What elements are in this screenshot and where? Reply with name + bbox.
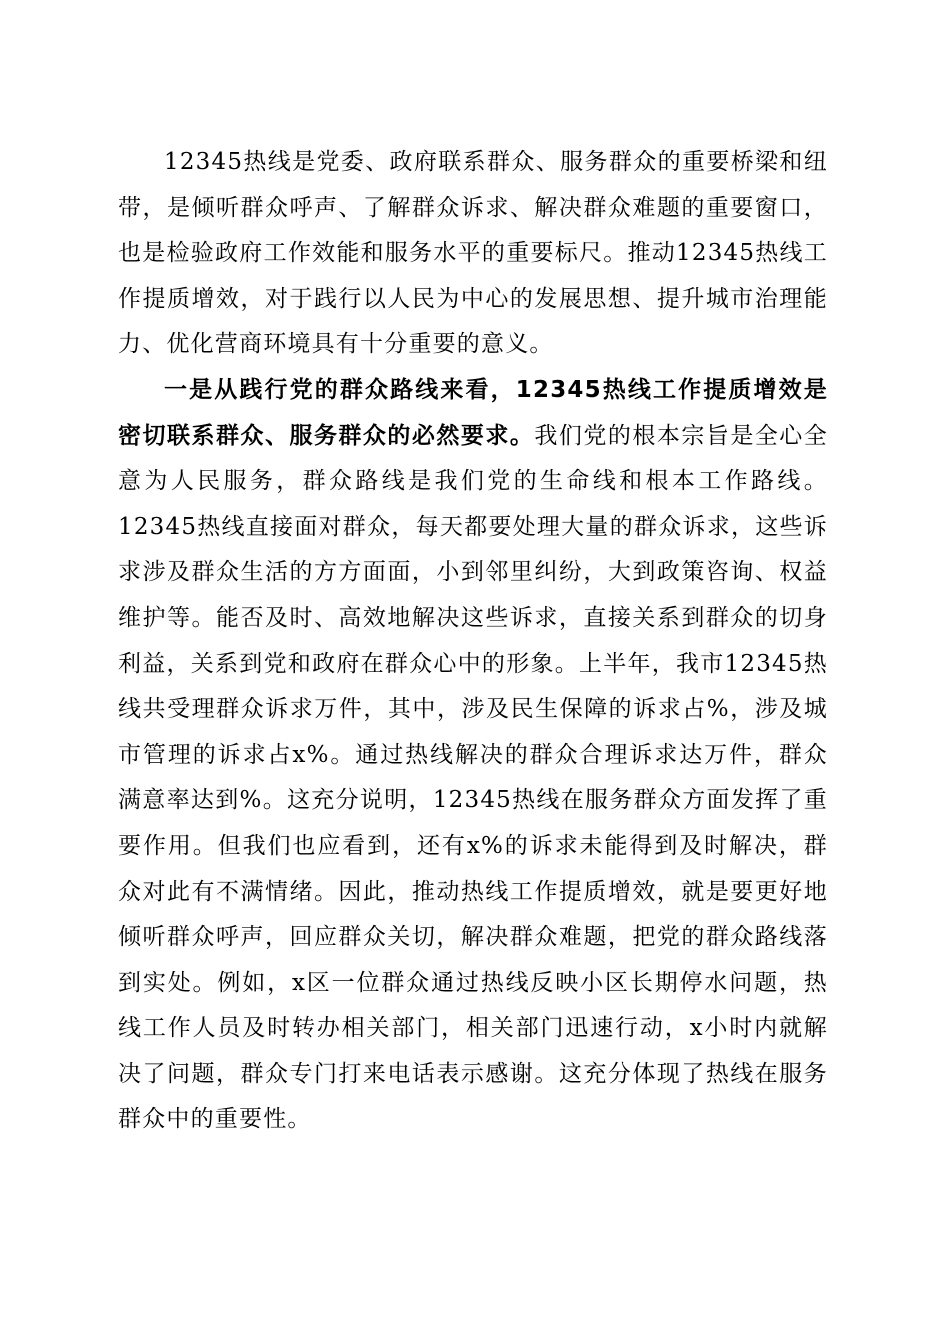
paragraph-point-one-lead: 一是从践行党的群众路线来看，12345热线工作提质增效是密切联系群众、服务群众的必然要求。 — [118, 376, 828, 449]
document-body — [118, 140, 828, 1143]
paragraph-point-one — [118, 368, 828, 1143]
paragraph-intro-text: 12345热线是党委、政府联系群众、服务群众的重要桥梁和纽带，是倾听群众呼声、了解群众诉求、解决群众难题的重要窗口，也是检验政府工作效能和服务水平的重要标尺。推动12345热线工作提质增效，对于践行以人民为中心的发展思想、提升城市治理能力、优化营商环境具有十分重要的意义。 — [118, 149, 828, 358]
paragraph-intro — [118, 140, 828, 368]
paragraph-point-one-text: 我们党的根本宗旨是全心全意为人民服务，群众路线是我们党的生命线和根本工作路线。12345热线直接面对群众，每天都要处理大量的群众诉求，这些诉求涉及群众生活的方方面面，小到邻里纠纷，大到政策咨询、权益维护等。能否及时、高效地解决这些诉求，直接关系到群众的切身利益，关系到党和政府在群众心中的形象。上半年，我市12345热线共受理群众诉求万件，其中，涉及民生保障的诉求占%，涉及城市管理的诉求占x%。通过热线解决的群众合理诉求达万件，群众满意率达到%。这充分说明，12345热线在服务群众方面发挥了重要作用。但我们也应看到，还有x%的诉求未能得到及时解决，群众对此有不满情绪。因此，推动热线工作提质增效，就是要更好地倾听群众呼声，回应群众关切，解决群众难题，把党的群众路线落到实处。例如，x区一位群众通过热线反映小区长期停水问题，热线工作人员及时转办相关部门，相关部门迅速行动，x小时内就解决了问题，群众专门打来电话表示感谢。这充分体现了热线在服务群众中的重要性。 — [118, 422, 828, 1133]
